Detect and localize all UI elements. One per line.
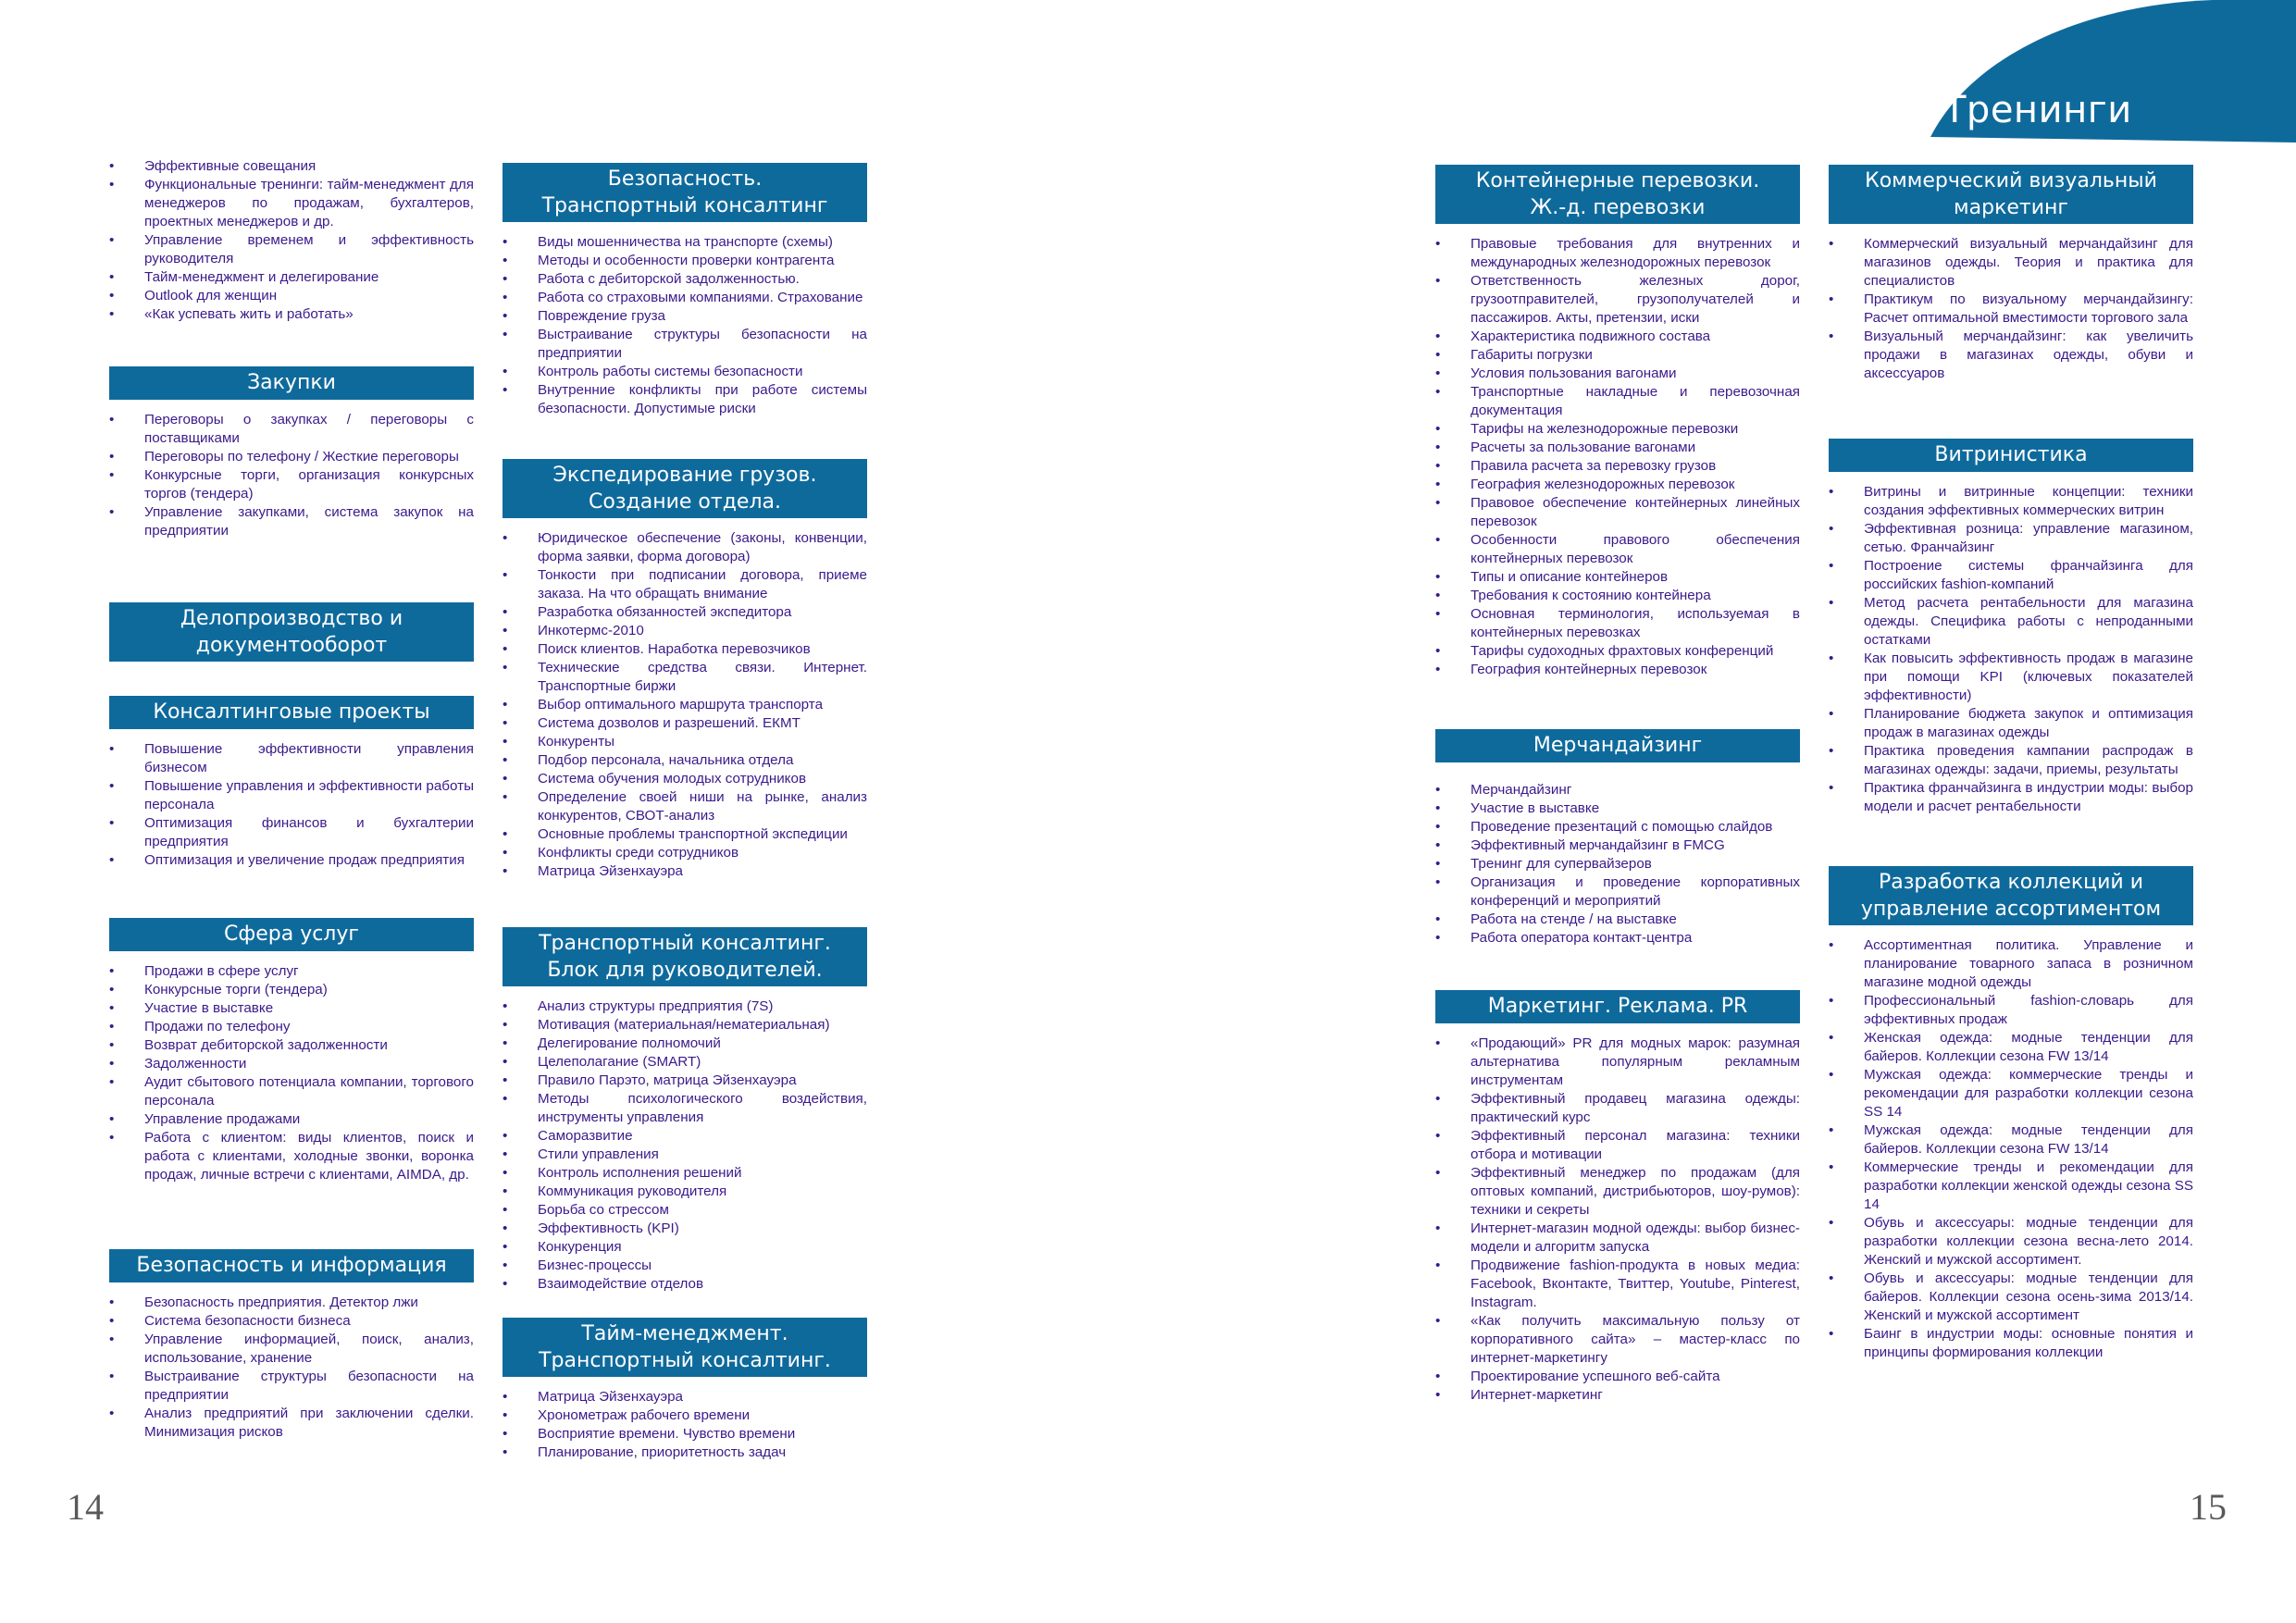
intro-list bbox=[109, 157, 474, 324]
list-item: • Типы и описание контейнеров bbox=[1435, 568, 1800, 587]
section-heading: Витринистика bbox=[1829, 439, 2193, 472]
heading-line: Безопасность. bbox=[607, 167, 763, 191]
list-item: • Ассортиментная политика. Управление и планирование товарного запаса в розничном магазине модной одежды bbox=[1829, 936, 2193, 992]
list-item: • Бизнес-процессы bbox=[503, 1257, 867, 1275]
list-item: • Анализ предприятий при заключении сделки. Минимизация рисков bbox=[109, 1405, 474, 1442]
list-item: • Проектирование успешного веб-сайта bbox=[1435, 1368, 1800, 1386]
info-security-list bbox=[109, 1294, 474, 1442]
list-item: • Контроль исполнения решений bbox=[503, 1164, 867, 1183]
list-item: • Правило Парэто, матрица Эйзенхауэра bbox=[503, 1072, 867, 1090]
list-item: • Стили управления bbox=[503, 1146, 867, 1164]
list-item: • Эффективный менеджер по продажам (для оптовых компаний, дистрибьюторов, шоу-румов): техники и секреты bbox=[1435, 1164, 1800, 1220]
merchandising-list bbox=[1435, 781, 1800, 948]
list-item: • Мотивация (материальная/нематериальная) bbox=[503, 1016, 867, 1035]
list-item: • Восприятие времени. Чувство времени bbox=[503, 1425, 867, 1443]
list-item: • Задолженности bbox=[109, 1055, 474, 1073]
section-heading bbox=[503, 927, 867, 986]
list-item: • Ответственность железных дорог, грузоотправителей, грузополучателей и пассажиров. Акты, претензии, иски bbox=[1435, 272, 1800, 328]
list-item: • Методы и особенности проверки контрагента bbox=[503, 252, 867, 270]
list-item: • Возврат дебиторской задолженности bbox=[109, 1036, 474, 1055]
heading-line: Делопроизводство и bbox=[180, 607, 403, 630]
list-item: • Транспортные накладные и перевозочная документация bbox=[1435, 383, 1800, 420]
list-item: • Интернет-магазин модной одежды: выбор бизнес-модели и алгоритм запуска bbox=[1435, 1220, 1800, 1257]
list-item: • Интернет-маркетинг bbox=[1435, 1386, 1800, 1405]
list-item: • Правовое обеспечение контейнерных линейных перевозок bbox=[1435, 494, 1800, 531]
intro-list-section bbox=[109, 157, 474, 324]
list-item: • Тарифы судоходных фрахтовых конференций bbox=[1435, 642, 1800, 661]
heading-line: маркетинг bbox=[1954, 196, 2068, 219]
list-item: • Организация и проведение корпоративных конференций и мероприятий bbox=[1435, 873, 1800, 911]
list-item: • Повышение эффективности управления бизнесом bbox=[109, 740, 474, 777]
section-heading: Безопасность и информация bbox=[109, 1249, 474, 1282]
list-item: • Конфликты среди сотрудников bbox=[503, 844, 867, 862]
heading-line: Транспортный консалтинг bbox=[541, 194, 828, 217]
section-heading bbox=[503, 1318, 867, 1377]
list-item: • Поиск клиентов. Наработка перевозчиков bbox=[503, 640, 867, 659]
heading-line: Транспортный консалтинг. bbox=[539, 1349, 831, 1372]
list-item: • Система безопасности бизнеса bbox=[109, 1312, 474, 1331]
list-item: • Оптимизация и увеличение продаж предприятия bbox=[109, 851, 474, 870]
list-item: • Особенности правового обеспечения контейнерных перевозок bbox=[1435, 531, 1800, 568]
list-item: • Анализ структуры предприятия (7S) bbox=[503, 997, 867, 1016]
list-item: • Конкуренты bbox=[503, 733, 867, 751]
containers-section bbox=[1435, 165, 1800, 679]
time-management-section bbox=[503, 1318, 867, 1462]
list-item: • Тарифы на железнодорожные перевозки bbox=[1435, 420, 1800, 439]
services-list bbox=[109, 962, 474, 1184]
heading-line: управление ассортиментом bbox=[1860, 898, 2162, 921]
list-item: • Работа с клиентом: виды клиентов, поиск и работа с клиентами, холодные звонки, воронка продаж, личные встречи с клиентами, AIMDA, др. bbox=[109, 1129, 474, 1184]
list-item: • Мужская одежда: модные тенденции для байеров. Коллекции сезона FW 13/14 bbox=[1829, 1121, 2193, 1158]
section-heading bbox=[503, 163, 867, 222]
heading-line: Экспедирование грузов. bbox=[552, 464, 817, 487]
page-number-right: 15 bbox=[2190, 1486, 2227, 1528]
list-item: • Повреждение груза bbox=[503, 307, 867, 326]
collections-list bbox=[1829, 936, 2193, 1362]
list-item: • Управление информацией, поиск, анализ, использование, хранение bbox=[109, 1331, 474, 1368]
list-item: • Виды мошенничества на транспорте (схемы) bbox=[503, 233, 867, 252]
list-item: • Матрица Эйзенхауэра bbox=[503, 1388, 867, 1406]
list-item: • «Продающий» PR для модных марок: разумная альтернатива популярным рекламным инструментам bbox=[1435, 1035, 1800, 1090]
list-item: • Планирование бюджета закупок и оптимизация продаж в магазинах одежды bbox=[1829, 705, 2193, 742]
heading-line: Блок для руководителей. bbox=[547, 959, 823, 982]
list-item: • Метод расчета рентабельности для магазина одежды. Специфика работы с непроданными остатками bbox=[1829, 594, 2193, 650]
list-item: • Определение своей ниши на рынке, анализ конкурентов, СВОТ-анализ bbox=[503, 788, 867, 825]
list-item: • Женская одежда: модные тенденции для байеров. Коллекции сезона FW 13/14 bbox=[1829, 1029, 2193, 1066]
list-item: • Условия пользования вагонами bbox=[1435, 365, 1800, 383]
list-item: • Внутренние конфликты при работе системы безопасности. Допустимые риски bbox=[503, 381, 867, 418]
list-item: • Управление продажами bbox=[109, 1110, 474, 1129]
heading-line: Транспортный консалтинг. bbox=[539, 932, 831, 955]
list-item: • Практикум по визуальному мерчандайзингу: Расчет оптимальной вместимости торгового зала bbox=[1829, 291, 2193, 328]
list-item: • Коммерческий визуальный мерчандайзинг для магазинов одежды. Теория и практика для специалистов bbox=[1829, 235, 2193, 291]
list-item: • Практика проведения кампании распродаж в магазинах одежды: задачи, приемы, результаты bbox=[1829, 742, 2193, 779]
section-heading: Консалтинговые проекты bbox=[109, 696, 474, 729]
heading-line: Ж.-д. перевозки bbox=[1530, 196, 1706, 219]
list-item: • Управление временем и эффективность руководителя bbox=[109, 231, 474, 268]
list-item: • Работа оператора контакт-центра bbox=[1435, 929, 1800, 948]
time-management-list bbox=[503, 1388, 867, 1462]
list-item: • Основная терминология, используемая в контейнерных перевозках bbox=[1435, 605, 1800, 642]
consulting-section bbox=[109, 696, 474, 870]
list-item: • Коммерческие тренды и рекомендации для разработки коллекции женской одежды сезона SS 14 bbox=[1829, 1158, 2193, 1214]
merchandising-section bbox=[1435, 729, 1800, 948]
list-item: • Переговоры о закупках / переговоры с поставщиками bbox=[109, 411, 474, 448]
list-item: • Повышение управления и эффективности работы персонала bbox=[109, 777, 474, 814]
list-item: • Работа со страховыми компаниями. Страхование bbox=[503, 289, 867, 307]
list-item: • Эффективность (KPI) bbox=[503, 1220, 867, 1238]
containers-list bbox=[1435, 235, 1800, 679]
list-item: • Выстраивание структуры безопасности на предприятии bbox=[503, 326, 867, 363]
list-item: • Функциональные тренинги: тайм-менеджмент для менеджеров по продажам, бухгалтеров, проектных менеджеров и др. bbox=[109, 176, 474, 231]
list-item: • Аудит сбытового потенциала компании, торгового персонала bbox=[109, 1073, 474, 1110]
list-item: • Баинг в индустрии моды: основные понятия и принципы формирования коллекции bbox=[1829, 1325, 2193, 1362]
list-item: • Обувь и аксессуары: модные тенденции для байеров. Коллекции сезона осень-зима 2013/14. Женский и мужской ассортимент bbox=[1829, 1270, 2193, 1325]
purchasing-section bbox=[109, 366, 474, 540]
list-item: • Outlook для женщин bbox=[109, 287, 474, 305]
list-item: • Управление закупками, система закупок на предприятии bbox=[109, 503, 474, 540]
list-item: • Визуальный мерчандайзинг: как увеличить продажи в магазинах одежды, обуви и аксессуаров bbox=[1829, 328, 2193, 383]
services-section bbox=[109, 918, 474, 1184]
list-item: • Эффективные совещания bbox=[109, 157, 474, 176]
visual-marketing-section bbox=[1829, 165, 2193, 383]
list-item: • Переговоры по телефону / Жесткие переговоры bbox=[109, 448, 474, 466]
list-item: • Правила расчета за перевозку грузов bbox=[1435, 457, 1800, 476]
list-item: • Выбор оптимального маршрута транспорта bbox=[503, 696, 867, 714]
list-item: • «Как получить максимальную пользу от корпоративного сайта» – мастер-класс по интернет-маркетингу bbox=[1435, 1312, 1800, 1368]
security-list bbox=[503, 233, 867, 418]
section-title-trainings: Тренинги bbox=[1943, 89, 2132, 131]
consulting-list bbox=[109, 740, 474, 870]
managers-list bbox=[503, 997, 867, 1294]
list-item: • «Как успевать жить и работать» bbox=[109, 305, 474, 324]
list-item: • Мужская одежда: коммерческие тренды и рекомендации для разработки коллекции сезона SS 14 bbox=[1829, 1066, 2193, 1121]
list-item: • Расчеты за пользование вагонами bbox=[1435, 439, 1800, 457]
list-item: • Юридическое обеспечение (законы, конвенции, форма заявки, форма договора) bbox=[503, 529, 867, 566]
section-heading: Сфера услуг bbox=[109, 918, 474, 951]
list-item: • Делегирование полномочий bbox=[503, 1035, 867, 1053]
section-heading: Маркетинг. Реклама. PR bbox=[1435, 990, 1800, 1023]
list-item: • Габариты погрузки bbox=[1435, 346, 1800, 365]
forwarding-list bbox=[503, 529, 867, 881]
list-item: • Участие в выставке bbox=[1435, 799, 1800, 818]
list-item: • Саморазвитие bbox=[503, 1127, 867, 1146]
managers-section bbox=[503, 927, 867, 1294]
list-item: • Тонкости при подписании договора, приеме заказа. На что обращать внимание bbox=[503, 566, 867, 603]
list-item: • Построение системы франчайзинга для российских fashion-компаний bbox=[1829, 557, 2193, 594]
collections-section bbox=[1829, 866, 2193, 1362]
list-item: • Целеполагание (SMART) bbox=[503, 1053, 867, 1072]
list-item: • Как повысить эффективность продаж в магазине при помощи KPI (ключевых показателей эффективности) bbox=[1829, 650, 2193, 705]
visual-marketing-list bbox=[1829, 235, 2193, 383]
list-item: • Планирование, приоритетность задач bbox=[503, 1443, 867, 1462]
list-item: • Тайм-менеджмент и делегирование bbox=[109, 268, 474, 287]
list-item: • Матрица Эйзенхауэра bbox=[503, 862, 867, 881]
list-item: • Коммуникация руководителя bbox=[503, 1183, 867, 1201]
list-item: • Эффективная розница: управление магазином, сетью. Франчайзинг bbox=[1829, 520, 2193, 557]
info-security-section bbox=[109, 1249, 474, 1442]
list-item: • Витрины и витринные концепции: техники создания эффективных коммерческих витрин bbox=[1829, 483, 2193, 520]
section-heading bbox=[1829, 866, 2193, 925]
list-item: • Продажи в сфере услуг bbox=[109, 962, 474, 981]
list-item: • Оптимизация финансов и бухгалтерии предприятия bbox=[109, 814, 474, 851]
heading-line: документооборот bbox=[195, 634, 388, 657]
section-heading bbox=[1435, 165, 1800, 224]
list-item: • Практика франчайзинга в индустрии моды: выбор модели и расчет рентабельности bbox=[1829, 779, 2193, 816]
windows-list bbox=[1829, 483, 2193, 816]
list-item: • Основные проблемы транспортной экспедиции bbox=[503, 825, 867, 844]
section-heading: Мерчандайзинг bbox=[1435, 729, 1800, 762]
list-item: • Требования к состоянию контейнера bbox=[1435, 587, 1800, 605]
section-heading bbox=[1829, 165, 2193, 224]
list-item: • Система обучения молодых сотрудников bbox=[503, 770, 867, 788]
list-item: • Эффективный персонал магазина: техники отбора и мотивации bbox=[1435, 1127, 1800, 1164]
list-item: • Конкуренция bbox=[503, 1238, 867, 1257]
list-item: • Подбор персонала, начальника отдела bbox=[503, 751, 867, 770]
list-item: • Работа с дебиторской задолженностью. bbox=[503, 270, 867, 289]
list-item: • Взаимодействие отделов bbox=[503, 1275, 867, 1294]
windows-section bbox=[1829, 439, 2193, 816]
list-item: • Хронометраж рабочего времени bbox=[503, 1406, 867, 1425]
heading-line: Тайм-менеджмент. bbox=[581, 1322, 788, 1345]
list-item: • Технические средства связи. Интернет. Транспортные биржи bbox=[503, 659, 867, 696]
heading-line: Контейнерные перевозки. bbox=[1475, 169, 1760, 192]
list-item: • Тренинг для супервайзеров bbox=[1435, 855, 1800, 873]
list-item: • География железнодорожных перевозок bbox=[1435, 476, 1800, 494]
list-item: • Конкурсные торги (тендера) bbox=[109, 981, 474, 999]
list-item: • Эффективный мерчандайзинг в FMCG bbox=[1435, 836, 1800, 855]
list-item: • Обувь и аксессуары: модные тенденции для разработки коллекции сезона весна-лето 2014. Женский и мужской ассортимент. bbox=[1829, 1214, 2193, 1270]
list-item: • Продажи по телефону bbox=[109, 1018, 474, 1036]
list-item: • Выстраивание структуры безопасности на предприятии bbox=[109, 1368, 474, 1405]
list-item: • Правовые требования для внутренних и международных железнодорожных перевозок bbox=[1435, 235, 1800, 272]
list-item: • Система дозволов и разрешений. ЕКМТ bbox=[503, 714, 867, 733]
list-item: • Проведение презентаций с помощью слайдов bbox=[1435, 818, 1800, 836]
heading-line: Создание отдела. bbox=[589, 490, 781, 514]
list-item: • Характеристика подвижного состава bbox=[1435, 328, 1800, 346]
list-item: • Мерчандайзинг bbox=[1435, 781, 1800, 799]
records-section bbox=[109, 602, 474, 662]
security-section bbox=[503, 163, 867, 418]
forwarding-section bbox=[503, 459, 867, 881]
list-item: • Профессиональный fashion-словарь для эффективных продаж bbox=[1829, 992, 2193, 1029]
list-item: • Работа на стенде / на выставке bbox=[1435, 911, 1800, 929]
purchasing-list bbox=[109, 411, 474, 540]
list-item: • Методы психологического воздействия, инструменты управления bbox=[503, 1090, 867, 1127]
list-item: • География контейнерных перевозок bbox=[1435, 661, 1800, 679]
list-item: • Участие в выставке bbox=[109, 999, 474, 1018]
marketing-list bbox=[1435, 1035, 1800, 1405]
section-heading bbox=[109, 602, 474, 662]
list-item: • Эффективный продавец магазина одежды: практический курс bbox=[1435, 1090, 1800, 1127]
list-item: • Продвижение fashion-продукта в новых медиа: Facebook, Вконтакте, Твиттер, Youtube, Pinterest, Instagram. bbox=[1435, 1257, 1800, 1312]
page-number-left: 14 bbox=[67, 1486, 104, 1528]
list-item: • Инкотермс-2010 bbox=[503, 622, 867, 640]
list-item: • Безопасность предприятия. Детектор лжи bbox=[109, 1294, 474, 1312]
list-item: • Разработка обязанностей экспедитора bbox=[503, 603, 867, 622]
heading-line: Разработка коллекций и bbox=[1878, 871, 2144, 894]
section-heading: Закупки bbox=[109, 366, 474, 400]
marketing-section bbox=[1435, 990, 1800, 1405]
list-item: • Контроль работы системы безопасности bbox=[503, 363, 867, 381]
list-item: • Конкурсные торги, организация конкурсных торгов (тендера) bbox=[109, 466, 474, 503]
list-item: • Борьба со стрессом bbox=[503, 1201, 867, 1220]
section-heading bbox=[503, 459, 867, 518]
heading-line: Коммерческий визуальный bbox=[1865, 169, 2157, 192]
